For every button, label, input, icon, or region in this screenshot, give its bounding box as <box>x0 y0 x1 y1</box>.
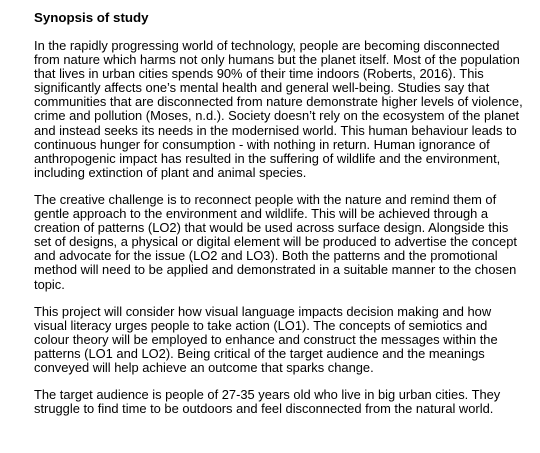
document-body[interactable] <box>34 10 524 429</box>
paragraph-3: This project will consider how visual language impacts decision making and how visual literacy urges people to take action (LO1). The concepts of semiotics and colour theory will be employed to enhance and construct the messages within the patterns (LO1 and LO2). Being critical of the target audience and the meanings conveyed will help achieve an outcome that sparks change. <box>34 303 498 375</box>
paragraph-4: The target audience is people of 27-35 years old who live in big urban cities. They struggle to find time to be outdoors and feel disconnected from the natural world. <box>34 387 501 417</box>
paragraph-1: In the rapidly progressing world of technology, people are becoming disconnected from nature which harms not only humans but the planet itself. Most of the population that lives in urban cities spends 90% of their time indoors (Roberts, 2016). This significantly affects one’s mental health and general well-being. Studies say that communities that are disconnected from nature demonstrate higher levels of violence, crime and pollution (Moses, n.d.). Society doesn’t rely on the ecosystem of the planet and instead seeks its needs in the modernised world. This human behaviour leads to continuous hunger for consumption - with nothing in return. Human ignorance of anthropogenic impact has resulted in the suffering of wildlife and the environment, including extinction of plant and animal species. <box>34 38 523 180</box>
document-title: Synopsis of study <box>34 10 149 25</box>
paragraph-2: The creative challenge is to reconnect people with the nature and remind them of gentle approach to the environment and wildlife. This will be achieved through a creation of patterns (LO2) that would be used across surface design. Alongside this set of designs, a physical or digital element will be produced to advertise the concept and advocate for the issue (LO2 and LO3). Both the patterns and the promotional method will need to be applied and demonstrated in a suitable manner to the chosen topic. <box>34 191 517 292</box>
